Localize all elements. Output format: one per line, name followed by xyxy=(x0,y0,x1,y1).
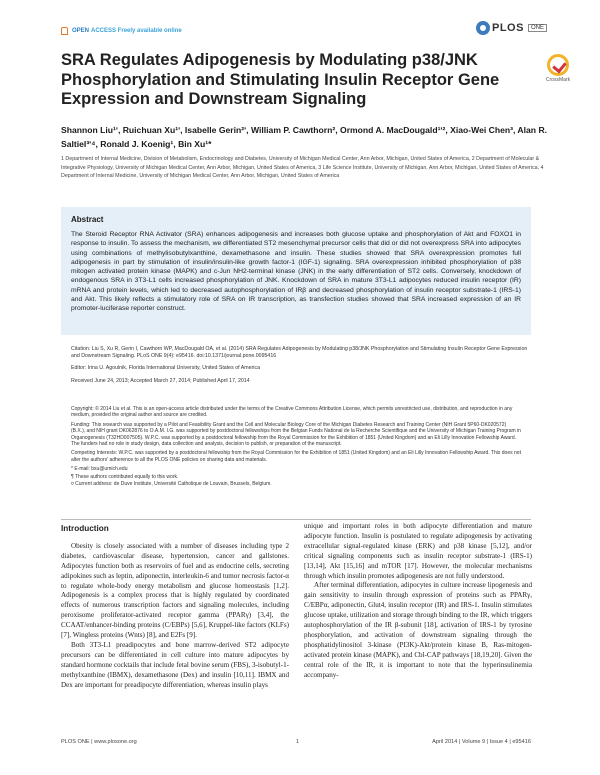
abstract-text: The Steroid Receptor RNA Activator (SRA) enhances adipogenesis and increases both glucose uptake and phosphorylation of Akt and FOXO1 in response to insulin. To assess the mechanism, we differentiated ST2 mesenchymal precursor cells that did or did not overexpress SRA into adipocytes using combinations of methylisobutylxanthine, dexamethasone and insulin. These studies showed that SRA overexpression promotes full adipogenesis in part by stimulation of insulin/insulin-like growth factor-1 (IGF-1) signaling. SRA overexpression inhibited phosphorylation of p38 mitogen activated protein kinase (MAPK) and c-Jun NH2-terminal kinase (JNK) in the early differentiation of ST2 cells. Conversely, knockdown of endogenous SRA in 3T3-L1 cells increased phosphorylation of JNK. Knockdown of SRA in mature 3T3-L1 adipocytes reduced insulin receptor (IR) mRNA and protein levels, which led to decreased autophosphorylation of IRβ and decreased phosphorylation of insulin receptor substrate-1 (IRS-1) and Akt. This likely reflects a stimulatory role of SRA on IR transcription, as transfection studies showed that SRA increased expression of an IR promoter-luciferase reporter construct. xyxy=(71,231,521,312)
editor: Editor: Irina U. Agoulnik, Florida International University, United States of America xyxy=(71,365,260,372)
footer-page-number: 1 xyxy=(296,739,300,745)
article-title: SRA Regulates Adipogenesis by Modulating p38/JNK Phosphorylation and Stimulating Insulin Receptor Gene Expression and Downstream Signaling xyxy=(61,51,500,108)
logo-suffix: ONE xyxy=(528,24,547,32)
equal-contribution-note: ¶ These authors contributed equally to this work. xyxy=(71,473,179,480)
abstract-heading: Abstract xyxy=(71,215,104,224)
footer-issue: April 2014 | Volume 9 | Issue 4 | e95416 xyxy=(432,739,531,745)
crossmark-icon xyxy=(547,54,569,76)
dates: Received June 24, 2013; Accepted March 27, 2014; Published April 17, 2014 xyxy=(71,377,250,384)
funding: Funding: This research was supported by a Pilot and Feasibility Grant and the Cell and Molecular Biology Core of the Michigan Diabetes Research and Training Center (NIH Grant 5P60-DK020572) (B.X.), and NIH grant DK062876 to O.A.M. I.G. was supported by postdoctoral fellowships from the Belgian Funds National de la Recherche Scientifique and the University of Michigan Training Program in Organogenesis (T32HD007505). W.P.C. was supported by a postdoctoral fellowship from the Royal Commission for the Exhibition of 1851 (United Kingdom) and an Eli Lilly Innovation Fellowship Award. The funders had no role in study design, data collection and analysis, decision to publish, or preparation of the manuscript. xyxy=(71,421,521,448)
affiliations: 1 Department of Internal Medicine, Division of Metabolism, Endocrinology and Diabetes, University of Michigan Medical Center, Ann Arbor, Michigan, United States of America, 2 Department of Molecular & Integrative Physiology, University of Michigan Medical Center, Ann Arbor, Michigan, United States of America, 3 Life Science Institute, University of Michigan, Ann Arbor, Michigan, United States of America, 4 Department of Internal Medicine, University of Michigan Medical Center, Ann Arbor, Michigan, United States of America xyxy=(61,156,544,180)
intro-paragraph-4: After terminal differentiation, adipocytes in culture increase lipogenesis and gain sensitivity to insulin through expression of proteins such as PPARγ, C/EBPα, adiponectin, Glut4, insulin receptor (IR) and IRS-1. Insulin stimulates glucose uptake, utilization and storage through binding to the IR, which triggers autophosphorylation of the IR β-subunit [18], activation of IRS-1 by tyrosine phosphorylation, and activation of downstream signaling through the phosphatidylinositol 3-kinase (PI3K)-Akt/protein kinase B, Ras-mitogen-activated protein kinase (MAPK), and Cbl-CAP pathways [18,19,20]. Given the central role of the IR, it is important to note that the hyperinsulinemia accompany- xyxy=(304,581,532,679)
logo-text: PLOS xyxy=(492,22,524,34)
copyright: Copyright: © 2014 Liu et al. This is an open-access article distributed under the terms of the Creative Commons Attribution License, which permits unrestricted use, distribution, and reproduction in any medium, provided the original author and source are credited. xyxy=(71,406,513,419)
left-column xyxy=(61,522,289,691)
article-metadata xyxy=(61,346,531,390)
intro-paragraph-2: Both 3T3-L1 preadipocytes and bone marrow-derived ST2 adipocyte precursors can be differentiated in cell culture into mature adipocytes by standard hormone cocktails that include fetal bovine serum (FBS), 3-isobutyl-1-methylxanthine (IBMX), dexamethasone (Dex) and insulin [10,11]. IBMX and Dex are important for preadipocyte differentiation, whereas insulin plays xyxy=(61,640,289,689)
crossmark-badge[interactable] xyxy=(544,54,572,83)
crossmark-label: CrossMark xyxy=(545,77,571,83)
current-address-note: ¤ Current address: de Duve Institute, Université Catholique de Louvain, Brussels, Belgium. xyxy=(71,481,272,488)
plos-one-logo[interactable] xyxy=(476,21,547,35)
footer-journal[interactable]: PLOS ONE | www.plosone.org xyxy=(61,739,137,745)
journal-header xyxy=(0,0,600,42)
intro-paragraph-3: unique and important roles in both adipocyte differentiation and mature adipocyte function. Insulin is postulated to regulate adipogenesis by activating extracellular signal-regulated kinase (ERK) and p38 kinase [5,12], and/or critical signaling components such as insulin receptor substrate-1 (IRS-1) [13,14], Akt [15,16] and mTOR [17]. However, the molecular mechanisms through which insulin promotes adipogenesis are not fully understood. xyxy=(304,522,532,580)
open-access-label: OPEN xyxy=(72,28,90,34)
section-heading-introduction: Introduction xyxy=(61,524,109,533)
competing-interests: Competing Interests: W.P.C. was supported by a postdoctoral fellowship from the Royal Commission for the Exhibition of 1851 (United Kingdom) and an Eli Lilly Innovation Fellowship Award. This does not alter the authors' adherence to all the PLOS ONE policies on sharing data and materials. xyxy=(71,450,521,463)
right-column xyxy=(304,522,532,681)
intro-paragraph-1: Obesity is closely associated with a number of diseases including type 2 diabetes, cardiovascular disease, hypertension, cancer and gallstones. Adipocytes function both as reservoirs of fuel and as endocrine cells, secreting adipokines such as leptin, adiponectin, interleukin-6 and tumor necrosis factor-α to regulate whole-body energy metabolism and glucose homeostasis [1,2]. Adipogenesis is a complex process that is highly regulated by coordinated effects of numerous transcription factors and signaling molecules, including peroxisome proliferator-activated receptor gamma (PPARγ) [3,4], the CCAAT/enhancer-binding proteins (C/EBPs) [5,6], Kruppel-like factors (KLFs) [7], Wingless proteins (Wnts) [8], and E2Fs [9]. xyxy=(61,541,289,640)
open-access-text: ACCESS Freely available online xyxy=(91,28,182,34)
open-access-banner[interactable] xyxy=(61,27,182,35)
email[interactable]: * E-mail: bxu@umich.edu xyxy=(71,466,128,473)
notes-section xyxy=(61,406,531,487)
divider xyxy=(61,519,531,520)
open-lock-icon xyxy=(61,27,68,35)
abstract-box xyxy=(61,207,531,335)
author-list: Shannon Liu¹ʹ, Ruichuan Xu¹ʹ, Isabelle Gerin²ʹ, William P. Cawthorn², Ormond A. MacDougald¹ʹ², Xiao-Wei Chen³, Alan R. Saltiel³ʹ⁴, Ronald J. Koenig¹, Bin Xu¹* xyxy=(61,125,548,149)
plos-logo-icon xyxy=(476,21,490,35)
citation: Citation: Liu S, Xu R, Gerin I, Cawthorn WP, MacDougald OA, et al. (2014) SRA Regulates Adipogenesis by Modulating p38/JNK Phosphorylation and Stimulating Insulin Receptor Gene Expression and Downstream Signaling. PLoS ONE 9(4): e95416. doi:10.1371/journal.pone.0095416 xyxy=(71,346,528,360)
